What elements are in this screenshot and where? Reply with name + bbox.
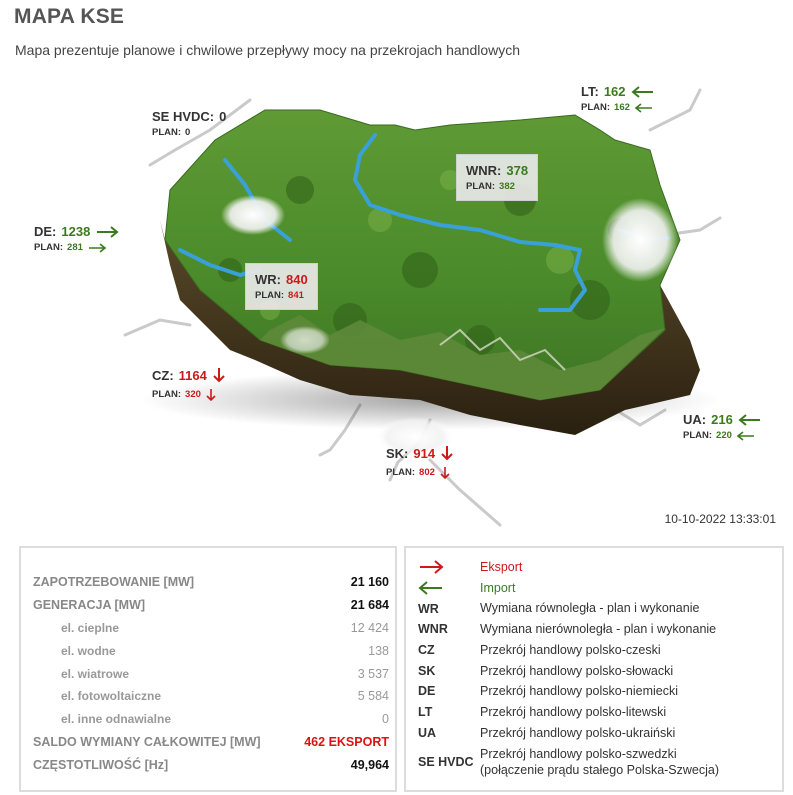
export-arrow-icon xyxy=(205,388,217,402)
flow-wnr xyxy=(456,154,538,201)
page-title: MAPA KSE xyxy=(14,5,125,28)
import-arrow-icon xyxy=(418,581,444,595)
wr-label: WR: xyxy=(255,272,281,287)
stat-value: 21 160 xyxy=(350,575,389,590)
legend-code: DE xyxy=(418,684,436,699)
legend-item xyxy=(418,640,778,661)
sk-plan-value: 802 xyxy=(419,467,435,479)
stat-label: el. fotowoltaiczne xyxy=(61,689,162,704)
se-hvdc-value: 0 xyxy=(219,109,227,124)
legend-desc-line2: (połączenie prądu stałego Polska-Szwecja) xyxy=(480,763,720,778)
ua-plan-label: PLAN: xyxy=(683,430,713,442)
stat-solar xyxy=(33,685,389,708)
legend-desc: Przekrój handlowy polsko-niemiecki xyxy=(480,684,678,699)
lt-plan-value: 162 xyxy=(614,102,630,114)
ua-value: 216 xyxy=(711,412,733,427)
sk-label: SK: xyxy=(386,445,409,461)
stat-label: el. wodne xyxy=(61,643,116,658)
legend-code: WNR xyxy=(418,622,448,637)
legend-item xyxy=(418,598,778,619)
legend-item xyxy=(418,681,778,702)
flow-se-hvdc xyxy=(152,110,226,138)
cz-value: 1164 xyxy=(178,367,207,383)
lt-label: LT: xyxy=(581,84,599,99)
legend-item xyxy=(418,723,778,744)
stat-value: 462 EKSPORT xyxy=(304,734,389,749)
export-arrow-icon xyxy=(212,367,226,383)
lt-plan-label: PLAN: xyxy=(581,102,611,114)
legend-desc: Przekrój handlowy polsko-litewski xyxy=(480,704,667,719)
legend-import xyxy=(418,578,778,599)
stat-value: 138 xyxy=(368,643,389,658)
stat-frequency xyxy=(33,753,389,776)
ua-plan-value: 220 xyxy=(716,430,732,442)
wr-plan-value: 841 xyxy=(288,290,304,301)
stat-label: el. cieplne xyxy=(61,620,120,635)
de-plan-label: PLAN: xyxy=(34,242,64,254)
stat-label: GENERACJA [MW] xyxy=(33,598,146,613)
stats-table xyxy=(33,571,389,776)
stat-value: 49,964 xyxy=(350,757,389,772)
import-arrow-icon xyxy=(631,86,655,98)
se-hvdc-label: SE HVDC: xyxy=(152,109,215,124)
page-subtitle: Mapa prezentuje planowe i chwilowe przepływy mocy na przekrojach handlowych xyxy=(15,42,521,58)
wnr-plan-label: PLAN: xyxy=(466,181,496,192)
legend-item xyxy=(418,702,778,723)
legend-code: LT xyxy=(418,705,433,720)
legend-code: SK xyxy=(418,663,436,678)
stat-value: 12 424 xyxy=(350,620,389,635)
ua-label: UA: xyxy=(683,412,707,427)
wr-value: 840 xyxy=(286,272,308,287)
cz-plan-value: 320 xyxy=(185,389,201,401)
stat-value: 3 537 xyxy=(357,666,389,681)
sk-plan-label: PLAN: xyxy=(386,467,416,479)
export-arrow-icon xyxy=(440,445,454,461)
wnr-label: WNR: xyxy=(466,163,502,178)
legend-desc: Przekrój handlowy polsko-ukraiński xyxy=(480,725,676,740)
kse-map xyxy=(0,70,793,535)
legend-panel xyxy=(404,546,784,792)
stats-panel xyxy=(19,546,397,792)
legend-code: WR xyxy=(418,601,439,616)
stat-thermal xyxy=(33,617,389,640)
stat-value: 0 xyxy=(382,712,389,727)
flow-wr xyxy=(245,263,318,310)
legend-desc: Przekrój handlowy polsko-czeski xyxy=(480,642,661,657)
wr-plan-label: PLAN: xyxy=(255,290,285,301)
stat-label: SALDO WYMIANY CAŁKOWITEJ [MW] xyxy=(33,734,261,749)
import-arrow-icon xyxy=(95,226,119,238)
se-hvdc-plan-label: PLAN: xyxy=(152,127,182,138)
stat-label: ZAPOTRZEBOWANIE [MW] xyxy=(33,575,195,590)
se-hvdc-plan-value: 0 xyxy=(185,127,191,138)
stat-wind xyxy=(33,662,389,685)
stat-label: el. inne odnawialne xyxy=(61,712,172,727)
import-arrow-icon xyxy=(736,431,756,441)
flow-lt xyxy=(581,85,655,113)
wnr-plan-value: 382 xyxy=(499,181,515,192)
legend-desc: Wymiana nierównoległa - plan i wykonanie xyxy=(480,622,717,637)
export-arrow-icon xyxy=(418,560,444,574)
stat-hydro xyxy=(33,639,389,662)
stat-demand xyxy=(33,571,389,594)
sk-value: 914 xyxy=(413,445,436,461)
stat-label: el. wiatrowe xyxy=(61,666,130,681)
legend-desc: Wymiana równoległa - plan i wykonanie xyxy=(480,601,700,616)
de-plan-value: 281 xyxy=(67,242,83,254)
legend-desc xyxy=(480,746,719,779)
import-arrow-icon xyxy=(87,243,107,253)
stat-other-renewable xyxy=(33,708,389,731)
legend-code: UA xyxy=(418,725,437,740)
stat-label: CZĘSTOTLIWOŚĆ [Hz] xyxy=(33,757,169,772)
legend-desc: Przekrój handlowy polsko-słowacki xyxy=(480,663,674,678)
cz-label: CZ: xyxy=(152,367,174,383)
legend-item xyxy=(418,619,778,640)
legend-item-se xyxy=(418,743,778,781)
legend-code: CZ xyxy=(418,643,435,658)
import-arrow-icon xyxy=(634,103,654,113)
legend-import-label: Import xyxy=(480,580,516,595)
flow-sk xyxy=(386,445,454,480)
flow-de xyxy=(34,225,119,253)
lt-value: 162 xyxy=(603,84,626,99)
de-value: 1238 xyxy=(61,224,91,239)
stat-generation xyxy=(33,594,389,617)
legend-item xyxy=(418,660,778,681)
legend-list xyxy=(418,557,778,781)
legend-export xyxy=(418,557,778,578)
stat-value: 21 684 xyxy=(350,598,389,613)
legend-desc-line1: Przekrój handlowy polsko-szwedzki xyxy=(480,746,677,761)
flow-ua xyxy=(683,413,762,441)
wnr-value: 378 xyxy=(506,163,529,178)
de-label: DE: xyxy=(34,224,57,239)
legend-export-label: Eksport xyxy=(480,560,523,575)
flow-cz xyxy=(152,367,226,402)
cz-plan-label: PLAN: xyxy=(152,389,182,401)
timestamp: 10-10-2022 13:33:01 xyxy=(664,512,776,526)
legend-code: SE HVDC xyxy=(418,755,474,770)
stat-value: 5 584 xyxy=(357,689,389,704)
export-arrow-icon xyxy=(439,466,451,480)
import-arrow-icon xyxy=(738,414,762,426)
stat-balance xyxy=(33,731,389,754)
